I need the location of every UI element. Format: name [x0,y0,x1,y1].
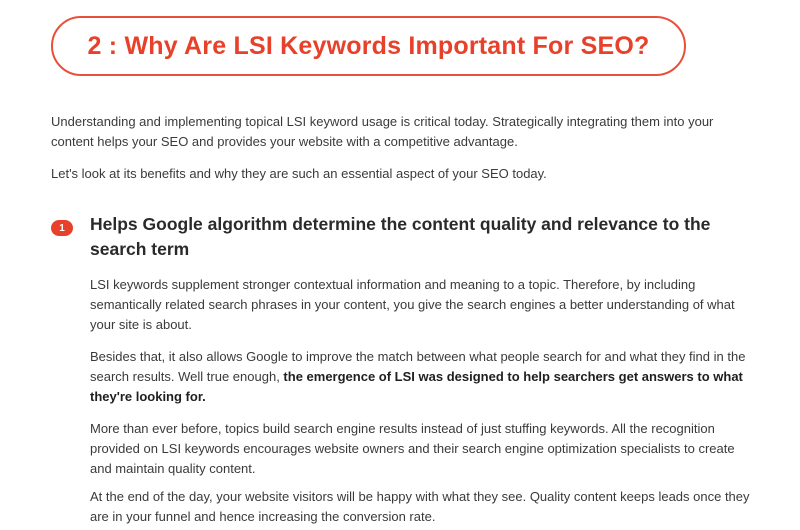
benefit-paragraph-1: LSI keywords supplement stronger contextual information and meaning to a topic. Therefore, by including semantically related search phrases in your content, you give the search engines a better understanding of what your site is about. [90,277,735,332]
benefit-paragraph-2-text: Besides that, it also allows Google to improve the match between what people search for and what they find in the search results. Well true enough, [90,349,746,384]
intro-paragraph-2: Let's look at its benefits and why they are such an essential aspect of your SEO today. [51,166,547,181]
section-title-pill [51,16,686,76]
benefit-paragraph-4: At the end of the day, your website visitors will be happy with what they see. Quality content keeps leads once they are in your funnel and hence increasing the conversion rate. [90,489,750,524]
benefit-paragraph-3: More than ever before, topics build search engine results instead of just stuffing keywords. All the recognition provided on LSI keywords encourages website owners and their search engine optimization specialists to create and maintain quality content. [90,421,735,476]
benefit-paragraph-2-emphasis: the emergence of LSI was designed to help searchers get answers to what they're looking for. [90,369,743,404]
benefit-paragraph-2 [90,347,755,407]
number-badge-label: 1 [59,222,65,234]
benefit-heading: Helps Google algorithm determine the content quality and relevance to the search term [90,214,711,259]
section-title: 2 : Why Are LSI Keywords Important For SEO? [87,31,650,60]
intro-paragraph-1: Understanding and implementing topical LSI keyword usage is critical today. Strategically integrating them into your content helps your SEO and provides your website with a competitive advantage. [51,114,714,149]
number-badge [51,220,73,236]
